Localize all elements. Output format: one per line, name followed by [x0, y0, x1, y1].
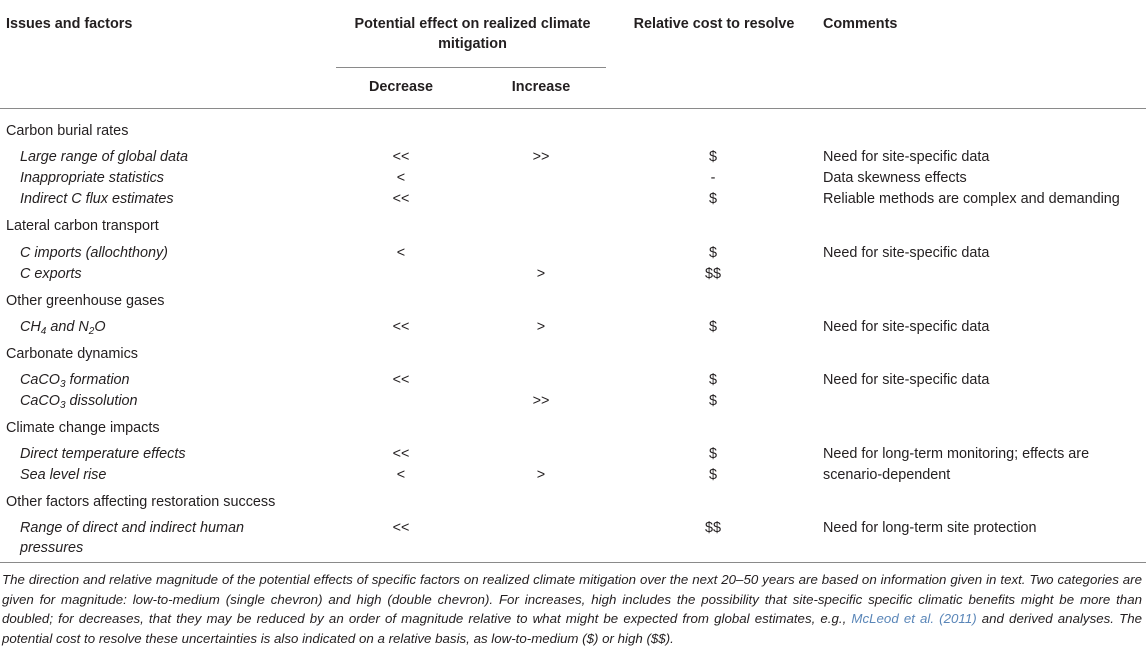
header-rule — [0, 108, 1146, 109]
factor-text: and N — [46, 319, 89, 335]
group-label: Other factors affecting restoration success — [6, 494, 276, 510]
factor-text: dissolution — [65, 393, 138, 409]
decrease-value: < — [396, 245, 406, 261]
cost-value: $ — [708, 372, 717, 388]
cost-value: $ — [708, 245, 717, 261]
decrease-value: << — [392, 520, 410, 536]
caption-reference-link[interactable]: McLeod et al. (2011) — [851, 611, 977, 627]
factor-label: C exports — [20, 266, 82, 282]
caption-text-1: The direction and relative magnitude of the potential effects of specific factors on realized climate mitigation over the next 20–50 years are based on information given in text. Two categories are given for magnitude: low-to-medium (single chevron) and high (double chevron). For increases, high includes the possibility that site-specific specific climatic benefits might be more than doubled; for decreases, that they may be reduced by an order of magnitude relative to what might be expected from global estimates, e.g., — [2, 572, 1142, 627]
increase-value: > — [536, 266, 546, 282]
cost-value: $$ — [704, 266, 721, 282]
cost-value: $ — [708, 467, 717, 483]
header-potential-effect: Potential effect on realized climate mitigation — [354, 16, 591, 52]
increase-value: > — [536, 319, 546, 335]
factor-label: Indirect C flux estimates — [20, 191, 174, 207]
caption-text-2: and derived analyses. The potential cost to resolve these uncertainties is also indicated on a relative basis, as low-to-medium ($) or high ($$). — [2, 611, 1142, 646]
factor-text: CH — [20, 319, 41, 335]
subscript: 4 — [40, 326, 47, 337]
factor-label: Direct temperature effects — [20, 446, 186, 462]
comment-text: Need for long-term site protection — [823, 520, 1037, 536]
cost-value: $$ — [704, 520, 721, 536]
factor-text: formation — [65, 372, 130, 388]
cost-value: $ — [708, 393, 717, 409]
comment-text: Need for site-specific data — [823, 319, 990, 335]
group-label: Other greenhouse gases — [6, 293, 165, 309]
cost-value: $ — [708, 191, 717, 207]
table-caption — [2, 570, 1142, 648]
factor-text: CaCO — [20, 372, 60, 388]
increase-value: >> — [532, 149, 550, 165]
comment-text: scenario-dependent — [823, 467, 951, 483]
factor-text: O — [94, 319, 106, 335]
group-label: Climate change impacts — [6, 420, 160, 436]
group-label: Lateral carbon transport — [6, 218, 159, 234]
decrease-value: << — [392, 191, 410, 207]
decrease-value: << — [392, 319, 410, 335]
factor-label — [20, 391, 138, 411]
decrease-value: << — [392, 372, 410, 388]
group-label: Carbonate dynamics — [6, 346, 138, 362]
subscript: 3 — [59, 379, 66, 390]
factor-label: C imports (allochthony) — [20, 245, 168, 261]
header-cost: Relative cost to resolve — [633, 16, 795, 32]
comment-text: Need for site-specific data — [823, 245, 990, 261]
group-label: Carbon burial rates — [6, 123, 129, 139]
header-comments: Comments — [823, 16, 898, 32]
decrease-value: < — [396, 170, 406, 186]
factor-label: Large range of global data — [20, 149, 189, 165]
factor-label: Sea level rise — [20, 467, 107, 483]
cost-value: $ — [708, 446, 717, 462]
decrease-value: < — [396, 467, 406, 483]
comment-text: Reliable methods are complex and demanding — [823, 191, 1120, 207]
factor-label: Inappropriate statistics — [20, 170, 164, 186]
decrease-value: << — [392, 446, 410, 462]
subscript: 3 — [59, 400, 66, 411]
cost-value: $ — [708, 319, 717, 335]
comment-text: Data skewness effects — [823, 170, 967, 186]
comment-text: Need for long-term monitoring; effects are — [823, 446, 1090, 462]
cost-value: - — [710, 170, 716, 186]
subscript: 2 — [88, 326, 95, 337]
comment-text: Need for site-specific data — [823, 149, 990, 165]
increase-value: > — [536, 467, 546, 483]
comment-text: Need for site-specific data — [823, 372, 990, 388]
increase-value: >> — [532, 393, 550, 409]
factor-text: CaCO — [20, 393, 60, 409]
decrease-value: << — [392, 149, 410, 165]
factor-label — [20, 317, 106, 337]
header-subrule — [336, 67, 606, 68]
header-issues: Issues and factors — [6, 16, 133, 32]
table-bottom-rule — [0, 562, 1146, 563]
cost-value: $ — [708, 149, 717, 165]
header-increase: Increase — [511, 79, 571, 95]
factor-label — [20, 370, 130, 390]
factor-label: Range of direct and indirect human pressures — [20, 520, 244, 556]
header-decrease: Decrease — [368, 79, 433, 95]
